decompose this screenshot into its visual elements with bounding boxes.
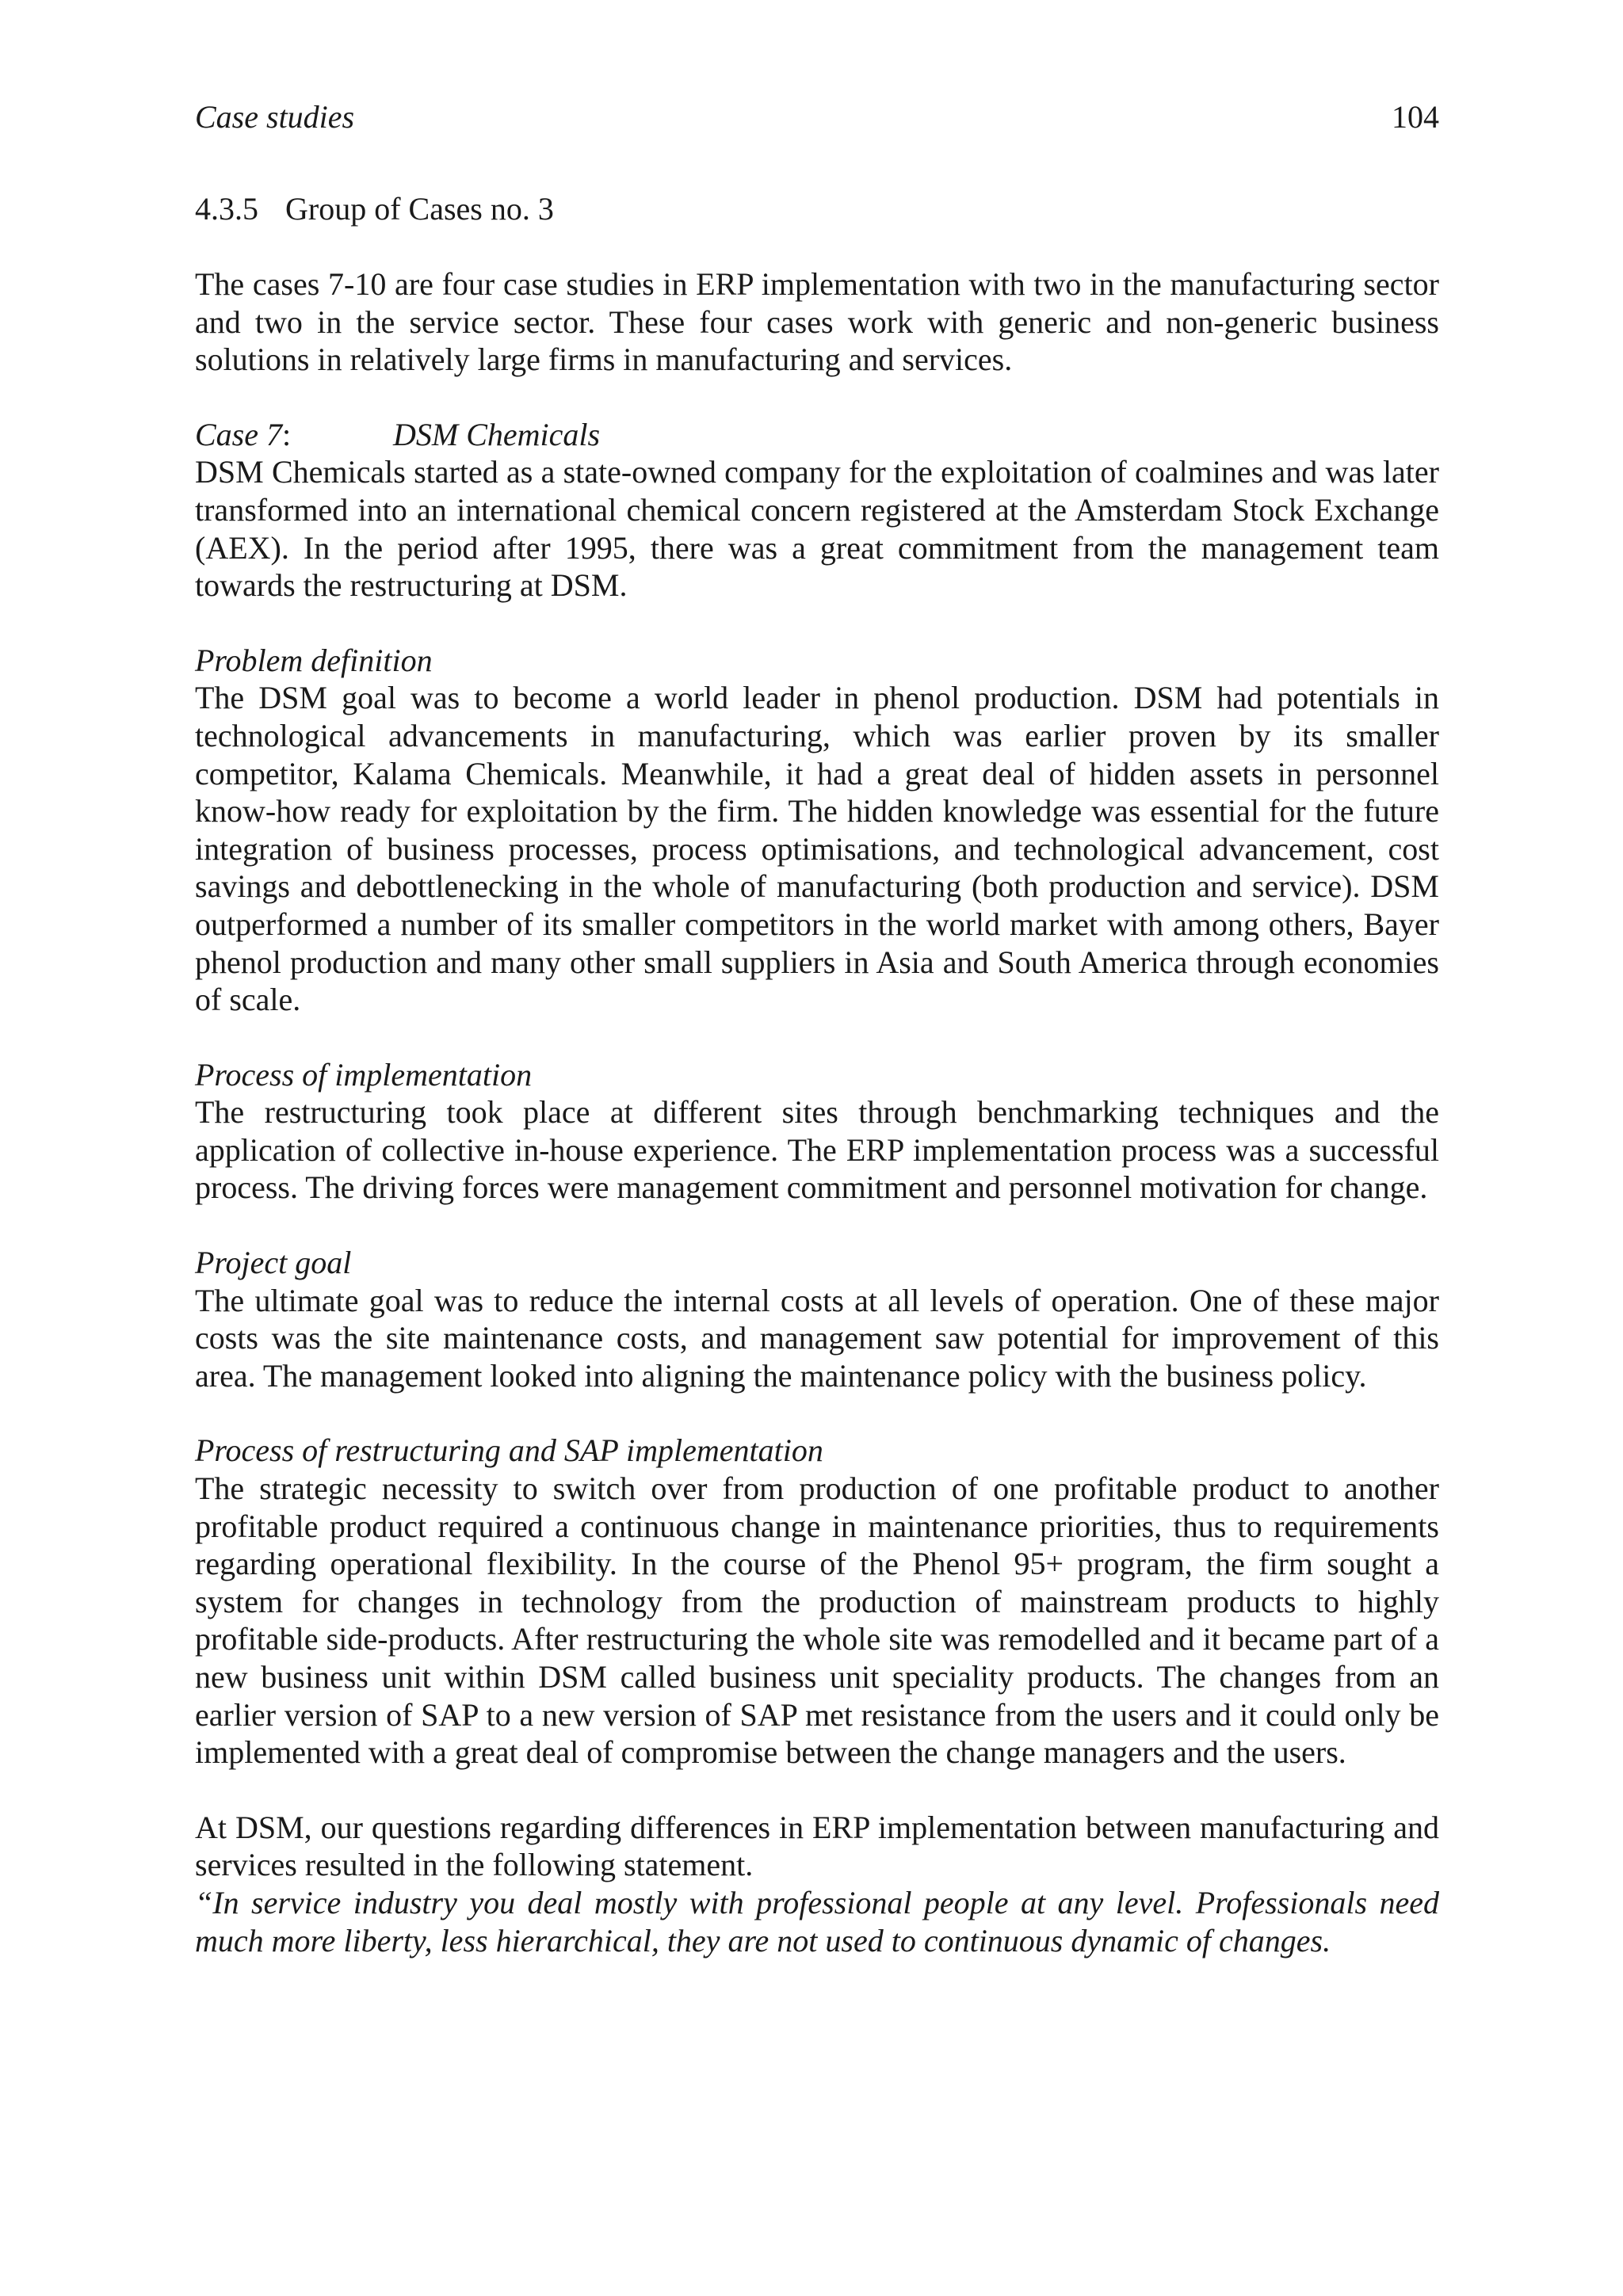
closing-block: [195, 1809, 1439, 1959]
section-title: Group of Cases no. 3: [285, 191, 554, 227]
page-number: 104: [1392, 99, 1439, 135]
restructuring-paragraph: The strategic necessity to switch over from production of one profitable product to another profitable product required a continuous change in maintenance priorities, thus to requirements regarding operational flexibility. In the course of the Phenol 95+ program, the firm sought a system for changes in technology from the production of mainstream products to highly profitable side-products. After restructuring the whole site was remodelled and it became part of a new business unit within DSM called business unit speciality products. The changes from an earlier version of SAP to a new version of SAP met resistance from the users and it could only be implemented with a great deal of compromise between the change managers and the users.: [195, 1470, 1439, 1771]
case-label-wrap: [195, 416, 393, 454]
section-heading: [195, 190, 1439, 228]
case-name: DSM Chemicals: [393, 416, 601, 452]
goal-heading: Project goal: [195, 1245, 352, 1281]
intro-paragraph: The cases 7-10 are four case studies in ERP implementation with two in the manufacturing sector and two in the service sector. These four cases work with generic and non-generic business solutions in relatively large firms in manufacturing and services.: [195, 266, 1439, 378]
problem-heading: Problem definition: [195, 642, 433, 678]
intro-block: [195, 265, 1439, 379]
document-page: [195, 93, 1439, 1959]
closing-quote: “In service industry you deal mostly with professional people at any level. Professionals need much more liberty, less hierarchical, they are not used to continuous dynamic of changes.: [195, 1884, 1439, 1958]
goal-paragraph: The ultimate goal was to reduce the internal costs at all levels of operation. One of these major costs was the site maintenance costs, and management saw potential for improvement of this area. The management looked into aligning the maintenance policy with the business policy.: [195, 1282, 1439, 1394]
implementation-block: [195, 1056, 1439, 1207]
page-header: [195, 93, 1439, 141]
problem-paragraph: The DSM goal was to become a world leader in phenol production. DSM had potentials in technological advancements in manufacturing, which was earlier proven by its smaller competitor, Kalama Chemicals. Meanwhile, it had a great deal of hidden assets in personnel know-how ready for exploitation by the firm. The hidden knowledge was essential for the future integration of business processes, process optimisations, and technological advancement, cost savings and debottlenecking in the whole of manufacturing (both production and service). DSM outperformed a number of its smaller competitors in the world market with among others, Bayer phenol production and many other small suppliers in Asia and South America through economies of scale.: [195, 680, 1439, 1018]
section-number: 4.3.5: [195, 191, 258, 227]
case-paragraph: DSM Chemicals started as a state-owned company for the exploitation of coalmines and was later transformed into an international chemical concern registered at the Amsterdam Stock Exchange (AEX). In the period after 1995, there was a great commitment from the management team towards the restructuring at DSM.: [195, 454, 1439, 604]
closing-paragraph: At DSM, our questions regarding differences in ERP implementation between manufacturing and services resulted in the following statement.: [195, 1809, 1439, 1883]
case-heading: [195, 416, 1439, 454]
case-colon: :: [282, 416, 292, 452]
goal-block: [195, 1244, 1439, 1394]
implementation-paragraph: The restructuring took place at different sites through benchmarking techniques and the application of collective in-house experience. The ERP implementation process was a successful process. The driving forces were management commitment and personnel motivation for change.: [195, 1094, 1439, 1206]
case-block: [195, 416, 1439, 605]
problem-block: [195, 642, 1439, 1019]
restructuring-block: [195, 1432, 1439, 1771]
restructuring-heading: Process of restructuring and SAP implementation: [195, 1432, 823, 1469]
implementation-heading: Process of implementation: [195, 1056, 533, 1093]
running-title: Case studies: [195, 99, 355, 135]
case-label: Case 7: [195, 416, 282, 452]
